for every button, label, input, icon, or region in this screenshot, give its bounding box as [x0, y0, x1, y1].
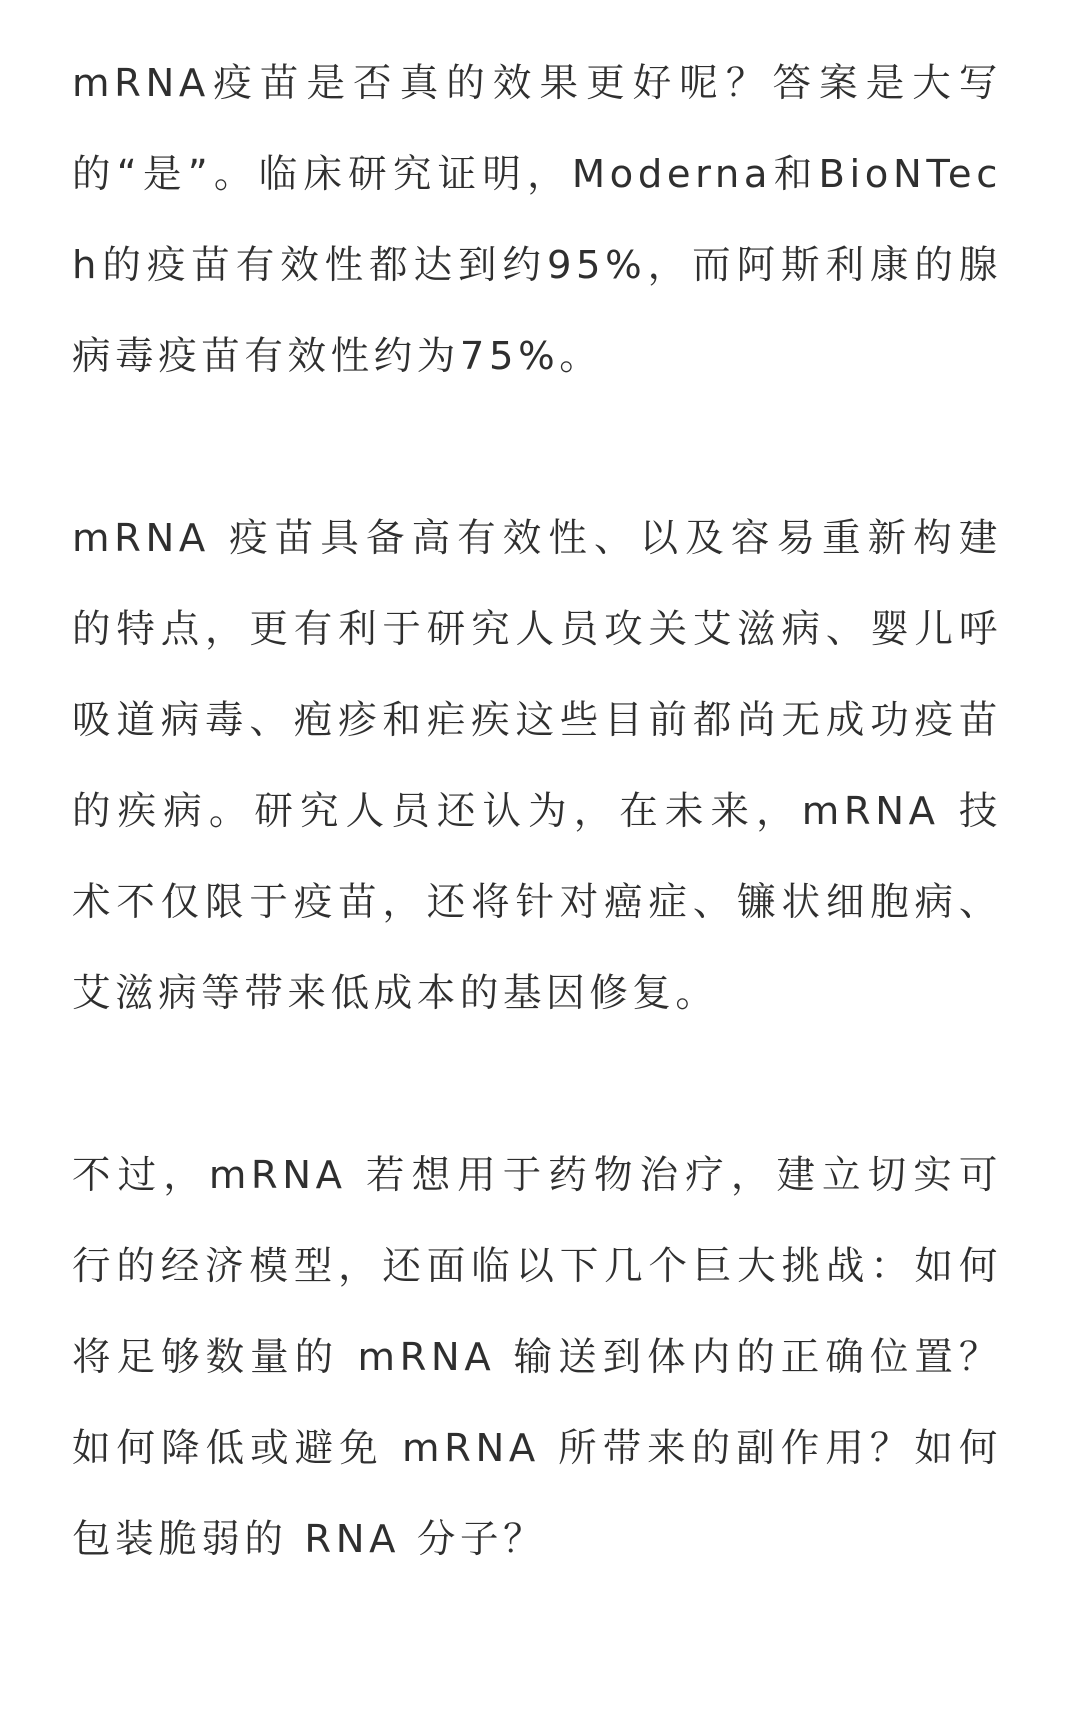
paragraph-mrna-advantages: mRNA 疫苗具备高有效性、以及容易重新构建的特点，更有利于研究人员攻关艾滋病、婴儿呼吸道病毒、疱疹和疟疾这些目前都尚无成功疫苗的疾病。研究人员还认为，在未来，mRNA 技术不仅限于疫苗，还将针对癌症、镰状细胞病、艾滋病等带来低成本的基因修复。	[72, 516, 1002, 1016]
paragraph-mrna-challenges: 不过，mRNA 若想用于药物治疗，建立切实可行的经济模型，还面临以下几个巨大挑战：如何将足够数量的 mRNA 输送到体内的正确位置？如何降低或避免 mRNA 所带来的副作用？如何包装脆弱的 RNA 分子？	[72, 1153, 1002, 1562]
paragraph-mrna-effectiveness: mRNA疫苗是否真的效果更好呢？答案是大写的“是”。临床研究证明，Moderna和BioNTech的疫苗有效性都达到约95%，而阿斯利康的腺病毒疫苗有效性约为75%。	[72, 61, 1002, 379]
article-body	[72, 38, 1002, 1585]
